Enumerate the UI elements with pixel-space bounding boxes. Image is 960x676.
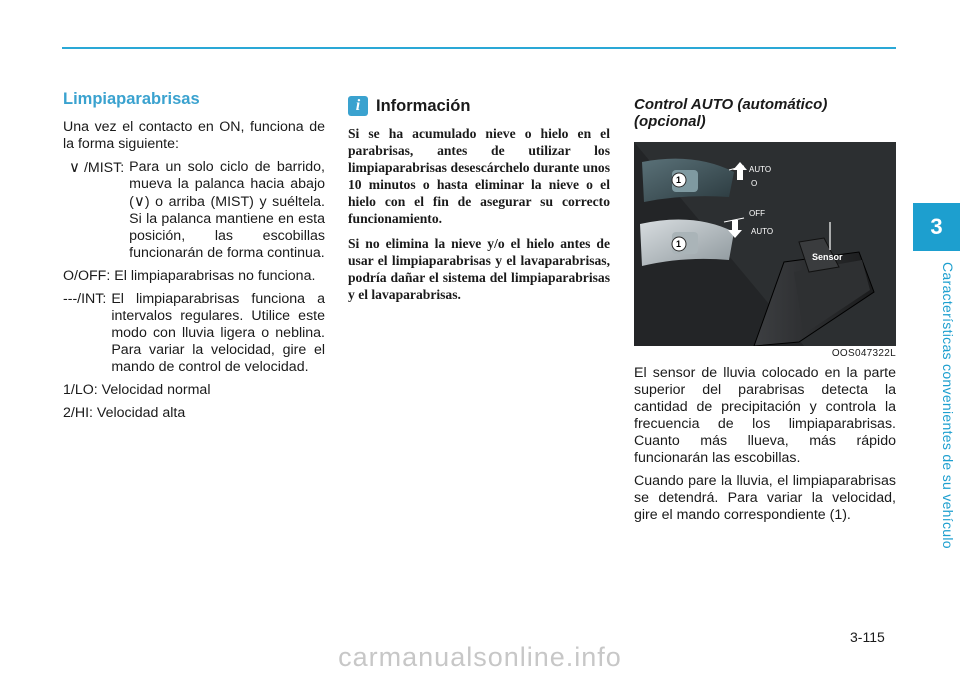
off-term: O/OFF: — [63, 268, 111, 284]
mist-desc-a: Para un solo ciclo de barrido, mueva la palanca hacia abajo ( — [129, 159, 325, 210]
info-header — [348, 96, 610, 116]
chapter-title: Características convenientes de su vehículo — [940, 262, 956, 549]
auto-paragraph-2: Cuando pare la lluvia, el limpiaparabrisas se detendrá. Para variar la velocidad, gire el mando correspondiente (1). — [634, 473, 896, 523]
intro-text: Una vez el contacto en ON, funciona de la forma siguiente: — [63, 119, 325, 152]
off-item — [63, 268, 325, 285]
wiper-lever-illustration — [634, 142, 896, 346]
int-desc: El limpiaparabrisas funciona a intervalos regulares. Utilice este modo con lluvia ligera o neblina. Para variar la velocidad, gire el mando de control de velocidad. — [111, 291, 325, 375]
info-paragraph-1: Si se ha acumulado nieve o hielo en el parabrisas, antes de utilizar los limpiaparabrisas desescárchelo durante unos 10 minutos o hasta eliminar la nieve o el hielo con el fin de asegurar su correcto funcionamiento. — [348, 126, 610, 226]
hi-item: 2/HI: Velocidad alta — [63, 405, 186, 421]
auto-column — [634, 90, 896, 530]
int-term: ---/INT: — [63, 291, 107, 307]
info-column — [348, 90, 610, 311]
label-auto-top: AUTO — [749, 165, 772, 174]
auto-title: Control AUTO (automático) (opcional) — [634, 96, 828, 130]
mist-symbol-inline: ∨ — [133, 193, 145, 210]
lo-item: 1/LO: Velocidad normal — [63, 382, 211, 398]
auto-paragraph-1: El sensor de lluvia colocado en la parte superior del parabrisas detecta la cantidad de precipitación y controla la frecuencia de los limpiaparabrisas. Cuanto más llueva, más rápido funcionarán las escobillas. — [634, 365, 896, 466]
mist-desc-b: ) o arriba (MIST) y suéltela. Si la palanca mantiene en esta posición, las escobillas funcionarán de forma continua. — [129, 194, 325, 261]
label-auto-bottom: AUTO — [751, 227, 774, 236]
int-item — [63, 291, 325, 376]
label-sensor: Sensor — [812, 252, 843, 262]
label-o-top: O — [751, 179, 758, 188]
page-number: 3-115 — [850, 629, 885, 645]
mist-term: /MIST: — [83, 160, 125, 176]
watermark: carmanualsonline.info — [338, 642, 622, 672]
chapter-number-tab: 3 — [913, 203, 960, 251]
figure-caption: OOS047322L — [831, 348, 896, 359]
callout-1-top: 1 — [676, 175, 682, 185]
info-title: Información — [376, 96, 471, 115]
header-rule — [62, 47, 896, 49]
off-desc: El limpiaparabrisas no funciona. — [114, 268, 316, 284]
info-icon: i — [348, 96, 368, 116]
section-title: Limpiaparabrisas — [63, 90, 200, 108]
lower-lever — [640, 220, 734, 267]
label-off: OFF — [749, 209, 765, 218]
wiper-column — [63, 90, 325, 428]
info-paragraph-2: Si no elimina la nieve y/o el hielo antes de usar el limpiaparabrisas y el lavaparabrisas, podría dañar el sistema del limpiaparabrisas y el lavaparabrisas. — [348, 236, 610, 302]
mist-item — [63, 159, 325, 262]
mist-symbol: ∨ — [69, 159, 80, 176]
illustration-svg — [634, 142, 896, 346]
callout-1-bottom: 1 — [676, 239, 682, 249]
